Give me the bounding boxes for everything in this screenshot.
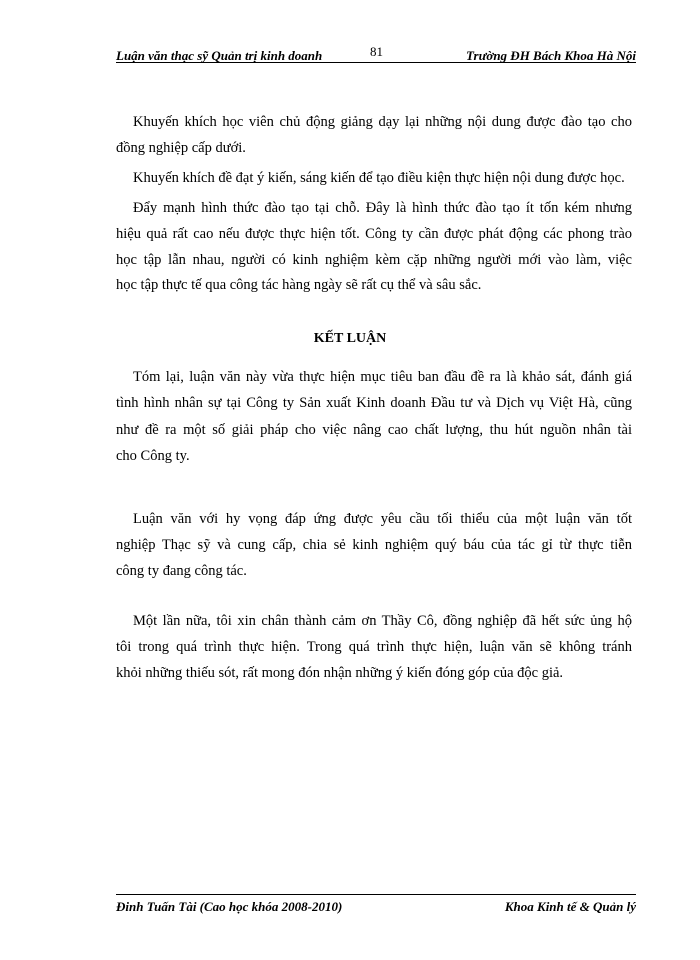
paragraph-line: tôi trong quá trình thực hiện. Trong quá trình thực hiện, luận văn sẽ không tránh bbox=[116, 639, 632, 655]
paragraph-line: học tập lẫn nhau, người có kinh nghiệm kèm cặp những người mới vào làm, việc bbox=[116, 252, 632, 268]
paragraph-line: Đẩy mạnh hình thức đào tạo tại chỗ. Đây là hình thức đào tạo ít tốn kém nhưng bbox=[133, 200, 632, 216]
paragraph-line: Khuyến khích học viên chủ động giảng dạy lại những nội dung được đào tạo cho bbox=[133, 114, 632, 130]
footer-faculty: Khoa Kinh tế & Quản lý bbox=[504, 899, 636, 914]
paragraph-line: khỏi những thiếu sót, rất mong đón nhận những ý kiến đóng góp của độc giả. bbox=[116, 665, 564, 681]
section-heading: KẾT LUẬN bbox=[313, 331, 387, 346]
paragraph-line: Một lần nữa, tôi xin chân thành cảm ơn Thầy Cô, đồng nghiệp đã hết sức ủng hộ bbox=[133, 613, 632, 629]
paragraph-line: học tập thực tế qua công tác hàng ngày sẽ rất cụ thể và sâu sắc. bbox=[116, 277, 482, 293]
header-university: Trường ĐH Bách Khoa Hà Nội bbox=[466, 48, 636, 63]
footer-author: Đinh Tuấn Tài (Cao học khóa 2008-2010) bbox=[116, 899, 343, 914]
page-header bbox=[116, 44, 636, 63]
paragraph-line: nghiệp Thạc sỹ và cung cấp, chia sẻ kinh nghiệm quý báu của tác gỉ từ thực tiễn bbox=[116, 537, 632, 553]
paragraph-line: như đề ra một số giải pháp cho việc nâng cao chất lượng, thu hút nguồn nhân tài bbox=[116, 422, 632, 438]
page-number: 81 bbox=[370, 44, 383, 59]
paragraph-line: Khuyến khích đề đạt ý kiến, sáng kiến để tạo điều kiện thực hiện nội dung được học. bbox=[133, 170, 625, 186]
paragraph-line: đồng nghiệp cấp dưới. bbox=[116, 140, 246, 156]
page-footer bbox=[116, 894, 636, 914]
paragraph-line: tình hình nhân sự tại Công ty Sản xuất Kinh doanh Đầu tư và Dịch vụ Việt Hà, cũng bbox=[116, 395, 632, 411]
paragraph-line: công ty đang công tác. bbox=[116, 563, 247, 579]
header-thesis-title: Luận văn thạc sỹ Quản trị kinh doanh bbox=[116, 48, 323, 63]
paragraph-line: hiệu quả rất cao nếu được thực hiện tốt. Công ty cần được phát động các phong trào bbox=[116, 226, 632, 242]
paragraph-line: Tóm lại, luận văn này vừa thực hiện mục tiêu ban đầu đề ra là khảo sát, đánh giá bbox=[133, 369, 632, 385]
paragraph-line: cho Công ty. bbox=[116, 448, 190, 464]
paragraph-line: Luận văn với hy vọng đáp ứng được yêu cầu tối thiểu của một luận văn tốt bbox=[133, 511, 632, 527]
